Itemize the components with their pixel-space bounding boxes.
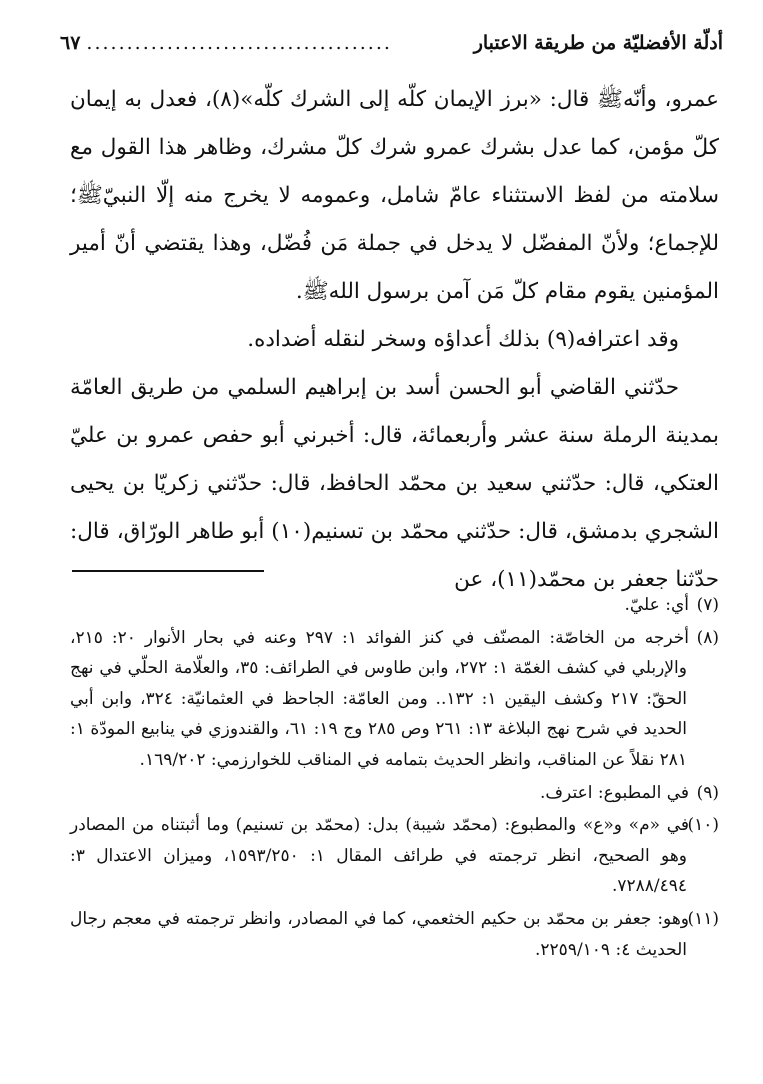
footnotes: [70, 590, 719, 967]
body-paragraph: حدّثني القاضي أبو الحسن أسد بن إبراهيم السلمي من طريق العامّة بمدينة الرملة سنة عشر وأربعمائة، قال: أخبرني أبو حفص عمرو بن عليّ العتكي، قال: حدّثني سعيد بن محمّد الحافظ، قال: حدّثني زكريّا بن يحيى الشجري بدمشق، قال: حدّثني محمّد بن تسنيم(١٠) أبو طاهر الورّاق، قال: حدّثنا جعفر بن محمّد(١١)، عن: [70, 375, 719, 592]
footnote-text: أي: عليّ.: [624, 595, 689, 615]
footnote-text: وهو: جعفر بن محمّد بن حكيم الخثعمي، كما في المصادر، وانظر ترجمته في معجم رجال الحديث ٤: ٢٢٥٩/١٠٩.: [70, 908, 689, 960]
footnote-number: (٨): [696, 627, 719, 648]
footnote-number: (٩): [696, 782, 719, 803]
header-leader-dots: ......................................: [86, 32, 392, 54]
footnote-number: (٧): [696, 595, 719, 615]
footnote-separator: [72, 570, 264, 572]
running-head: [60, 32, 723, 60]
footnote-text: أخرجه من الخاصّة: المصنّف في كنز الفوائد ١: ٢٩٧ وعنه في بحار الأنوار ٢٠: ٢١٥، والإربلي في كشف الغمّة ١: ٢٧٢، وابن طاوس في الطرائف: ٣٥، والعلّامة الحلّي في نهج الحقّ: ٢١٧ وكشف اليقين ١: ١٣٢.. ومن العامّة: الجاحظ في العثمانيّة: ٣٢٤، وابن أبي الحديد في شرح نهج البلاغة ١٣: ٢٦١ وص ٢٨٥ وج ١٩: ٦١، والقندوزي في ينابيع المودّة ١: ٢٨١ نقلاً عن المناقب، وانظر الحديث بتمامه في المناقب للخوارزمي: ١٦٩/٢٠٢.: [70, 627, 689, 770]
footnote-number: (١١): [687, 908, 719, 929]
footnote-text: في «م» و«ع» والمطبوع: (محمّد شيبة) بدل: (محمّد بن تسنيم) وما أثبتناه من المصادر وهو الصحيح، انظر ترجمته في طرائف المقال ١: ١٥٩٣/٢٥٠، وميزان الاعتدال ٣: ٧٢٨٨/٤٩٤.: [70, 815, 689, 897]
body-text: [70, 76, 719, 604]
body-paragraph: عمرو، وأنّهﷺ قال: «برز الإيمان كلّه إلى الشرك كلّه»(٨)، فعدل به إيمان كلّ مؤمن، كما عدل بشرك عمرو شرك كلّ مشرك، وظاهر هذا القول مع سلامته من لفظ الاستثناء عامّ شامل، وعمومه لا يخرج منه إلّا النبيّﷺ؛ للإجماع؛ ولأنّ المفضّل لا يدخل في جملة مَن فُضّل، وهذا يقتضي أنّ أمير المؤمنين يقوم مقام كلّ مَن آمن برسول اللهﷺ.: [70, 87, 720, 304]
footnote: [70, 590, 719, 621]
header-title: أدلّة الأفضليّة من طريقة الاعتبار: [473, 32, 723, 54]
footnote-number: (١٠): [687, 815, 719, 836]
footnote: [70, 778, 719, 809]
footnote: [70, 623, 719, 776]
footnote: [70, 810, 719, 902]
body-paragraph: وقد اعترافه(٩) بذلك أعداؤه وسخر لنقله أضداده.: [247, 327, 679, 352]
page-number: ٦٧: [60, 32, 81, 54]
footnote-text: في المطبوع: اعترف.: [540, 782, 689, 803]
footnote: [70, 904, 719, 965]
